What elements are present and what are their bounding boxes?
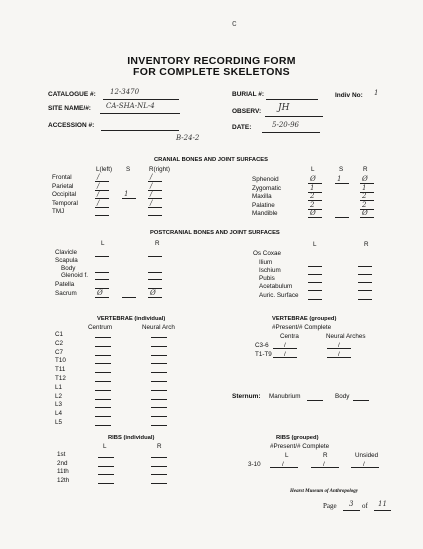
date-value[interactable]: 5-20-96 — [272, 121, 299, 129]
vertebrae-grouped-arches-slash: / — [338, 350, 340, 358]
cranial-left-row-l-line — [95, 215, 109, 216]
cranial-right-row-s-line — [335, 217, 349, 218]
postcranial-left-row-l-line — [95, 297, 109, 298]
indiv-label: Indiv No: — [335, 92, 363, 99]
ribs-individual-title: RIBS (individual) — [108, 435, 155, 441]
sternum-body-label: Body — [335, 393, 350, 400]
postcranial-right-row-l-line — [308, 274, 322, 275]
sternum-label: Sternum: — [232, 393, 261, 400]
cranial-left-row-r[interactable]: / — [150, 190, 153, 198]
postcranial-left-header-r: R — [155, 240, 160, 247]
vertebra-row-label: T10 — [55, 357, 66, 365]
vertebra-row-label: T12 — [55, 375, 66, 382]
rib-r-line — [151, 483, 167, 484]
rib-row-label: 2nd — [57, 459, 68, 467]
vertebra-centrum-line — [95, 381, 111, 382]
postcranial-right-row-r-line — [358, 299, 372, 300]
cranial-left-header-l: L(left) — [96, 166, 113, 173]
cranial-left-row-r[interactable]: / — [150, 198, 153, 207]
postcranial-left-row-l-line — [95, 272, 109, 273]
ribs-grouped-slash: / — [363, 461, 365, 468]
cranial-right-row-label: Palatine — [252, 201, 275, 209]
vertebra-row-label: C7 — [55, 348, 64, 356]
date-line — [262, 132, 320, 133]
form-title-line2: FOR COMPLETE SKELETONS — [133, 66, 290, 78]
rib-row-label: 12th — [57, 476, 70, 484]
cranial-right-row-label: Mandible — [252, 210, 278, 217]
observ-line — [265, 116, 323, 117]
cranial-right-row-r[interactable]: 2 — [362, 200, 367, 209]
vertebra-centrum-line — [95, 363, 111, 364]
cranial-left-row-s[interactable]: 1 — [124, 190, 129, 198]
burial-line — [266, 99, 318, 100]
ribs-grouped-line — [311, 467, 339, 468]
vertebra-row-label: L1 — [55, 383, 63, 391]
cranial-left-row-l[interactable]: / — [97, 198, 100, 207]
burial-label: BURIAL #: — [232, 91, 265, 98]
cranial-left-row-r[interactable]: / — [150, 173, 153, 181]
vertebra-centrum-line — [95, 355, 111, 356]
cranial-left-row-r-line — [148, 215, 162, 216]
vertebra-neural-arch-line — [151, 425, 167, 426]
form-title-line1: INVENTORY RECORDING FORM — [127, 55, 296, 67]
vertebra-row-label: L5 — [55, 419, 63, 426]
postcranial-right-row-label: Ilium — [259, 259, 273, 266]
rib-l-line — [98, 483, 114, 484]
postcranial-left-header-l: L — [101, 240, 105, 247]
ribs-grouped-subtitle: #Present/# Complete — [270, 443, 330, 450]
vertebra-row-label: C2 — [55, 339, 64, 347]
vertebra-neural-arch-line — [151, 337, 167, 338]
cranial-section-title: CRANIAL BONES AND JOINT SURFACES — [154, 157, 269, 163]
cranial-right-row-l[interactable]: 1 — [310, 183, 315, 192]
postcranial-right-row-label: Acetabulum — [259, 283, 293, 290]
cranial-left-row-label: Frontal — [52, 174, 72, 181]
postcranial-left-row-label: Sacrum — [55, 290, 77, 297]
ribs-grouped-header-unsided: Unsided — [355, 452, 379, 459]
rib-r-line — [151, 457, 167, 458]
vertebrae-grouped-row-label: T1-T9 — [255, 350, 272, 358]
postcranial-right-row-label: Os Coxae — [253, 250, 281, 257]
vertebrae-grouped-title: VERTEBRAE (grouped) — [272, 316, 337, 322]
date-label: DATE: — [232, 124, 252, 131]
vertebra-centrum-line — [95, 407, 111, 408]
vertebra-neural-arch-line — [151, 381, 167, 382]
postcranial-left-row-r-line — [148, 272, 162, 273]
vertebra-row-label: L3 — [55, 401, 63, 409]
of-label: of — [362, 502, 368, 510]
vertebra-row-label: L4 — [55, 410, 63, 418]
ribs-individual-header-l: L — [103, 443, 107, 450]
postcranial-left-row-label: Patella — [55, 281, 75, 288]
observ-label: OBSERV: — [232, 108, 262, 115]
postcranial-right-header-l: L — [313, 241, 317, 248]
rib-row-label: 1st — [57, 451, 66, 458]
ribs-individual-header-r: R — [157, 443, 162, 450]
vertebra-centrum-line — [95, 416, 111, 417]
postcranial-right-row-l-line — [308, 282, 322, 283]
ribs-grouped-line — [351, 467, 379, 468]
cranial-right-row-l[interactable]: Ø — [310, 209, 316, 217]
vertebra-neural-arch-line — [151, 407, 167, 408]
postcranial-left-row-l-line — [95, 256, 109, 257]
catalogue-label: CATALOGUE #: — [48, 91, 96, 98]
postcranial-left-row-label: Scapula — [55, 257, 78, 264]
vertebra-centrum-line — [95, 425, 111, 426]
vertebra-neural-arch-line — [151, 416, 167, 417]
postcranial-right-row-label: Pubis — [259, 275, 275, 282]
vertebra-row-label: C1 — [55, 331, 64, 338]
vertebra-neural-arch-line — [151, 390, 167, 391]
cranial-right-row-r-line — [360, 217, 374, 218]
sternum-manubrium-line — [307, 400, 323, 401]
accession-label: ACCESSION #: — [48, 122, 95, 129]
vertebra-centrum-line — [95, 337, 111, 338]
cranial-right-row-l[interactable]: Ø — [310, 175, 316, 183]
cranial-left-row-label: Occipital — [52, 191, 77, 198]
vertebra-centrum-line — [95, 390, 111, 391]
museum-name: Hearst Museum of Anthropology — [290, 489, 359, 494]
vertebrae-grouped-row-label: C3-6 — [255, 342, 269, 349]
postcranial-right-row-l-line — [308, 290, 322, 291]
postcranial-right-header-r: R — [364, 241, 369, 248]
rib-r-line — [151, 466, 167, 467]
vertebrae-grouped-arches-slash: / — [338, 342, 340, 349]
rib-l-line — [98, 457, 114, 458]
extra-handwritten-value: B-24-2 — [176, 134, 200, 142]
postcranial-left-row-s-line — [122, 297, 136, 298]
site-line — [100, 113, 180, 114]
vertebrae-individual-col-centrum: Centrum — [88, 324, 113, 331]
cranial-left-row-s-line — [122, 198, 136, 199]
corner-mark: c — [232, 18, 237, 28]
cranial-right-row-s[interactable]: 1 — [337, 175, 342, 183]
rib-l-line — [98, 474, 114, 475]
ribs-grouped-slash: / — [282, 461, 284, 468]
postcranial-right-row-l-line — [308, 266, 322, 267]
cranial-left-row-r[interactable]: / — [150, 181, 153, 190]
vertebra-neural-arch-line — [151, 372, 167, 373]
cranial-left-row-r-line — [148, 207, 162, 208]
cranial-left-header-r: R(right) — [149, 166, 170, 173]
vertebrae-individual-title: VERTEBRAE (individual) — [97, 316, 166, 322]
postcranial-right-row-l-line — [308, 299, 322, 300]
vertebrae-grouped-col-neural-arches: Neural Arches — [326, 333, 366, 340]
ribs-grouped-slash: / — [323, 461, 325, 468]
vertebra-centrum-line — [95, 399, 111, 400]
page-label: Page — [323, 502, 337, 510]
vertebrae-individual-col-neural-arch: Neural Arch — [142, 324, 175, 331]
catalogue-value[interactable]: 12-3470 — [110, 88, 140, 96]
postcranial-left-row-r[interactable]: Ø — [150, 289, 156, 297]
sternum-manubrium-label: Manubrium — [269, 393, 301, 400]
cranial-right-row-label: Maxilla — [252, 193, 272, 200]
postcranial-left-row-r-line — [148, 256, 162, 257]
vertebra-centrum-line — [95, 346, 111, 347]
sternum-body-line — [353, 400, 369, 401]
postcranial-right-row-label: Auric. Surface — [259, 292, 299, 299]
vertebra-neural-arch-line — [151, 355, 167, 356]
page-value[interactable]: 3 — [349, 500, 354, 508]
vertebra-row-label: T11 — [55, 366, 66, 374]
postcranial-section-title: POSTCRANIAL BONES AND JOINT SURFACES — [150, 230, 280, 236]
postcranial-right-row-label: Ischium — [259, 267, 281, 274]
vertebrae-grouped-subtitle: #Present/# Complete — [272, 324, 332, 331]
cranial-right-row-r[interactable]: Ø — [362, 175, 368, 183]
cranial-left-header-s: S — [126, 166, 131, 173]
cranial-left-row-label: Temporal — [52, 199, 78, 207]
indiv-value[interactable]: 1 — [374, 89, 379, 97]
vertebra-neural-arch-line — [151, 363, 167, 364]
site-value[interactable]: CA-SHA-NL-4 — [106, 102, 155, 110]
postcranial-left-row-l-line — [95, 279, 109, 280]
cranial-left-row-l[interactable]: / — [97, 173, 100, 181]
accession-line — [101, 130, 179, 131]
rib-l-line — [98, 466, 114, 467]
ribs-grouped-title: RIBS (grouped) — [276, 435, 319, 441]
vertebra-neural-arch-line — [151, 399, 167, 400]
postcranial-left-row-label: Glenoid f. — [61, 272, 88, 279]
postcranial-left-row-l[interactable]: Ø — [97, 289, 103, 297]
postcranial-right-row-r-line — [358, 266, 372, 267]
cranial-right-row-s-line — [335, 183, 349, 184]
postcranial-left-row-r-line — [148, 279, 162, 280]
page-line — [343, 510, 360, 511]
postcranial-left-row-r-line — [148, 297, 162, 298]
cranial-left-row-l[interactable]: / — [97, 181, 100, 190]
rib-row-label: 11th — [57, 468, 69, 475]
catalogue-line — [103, 99, 179, 100]
cranial-right-header-r: R — [363, 166, 368, 173]
ribs-grouped-row-label: 3-10 — [248, 461, 261, 468]
cranial-left-row-label: Parietal — [52, 182, 74, 190]
postcranial-right-row-r-line — [358, 290, 372, 291]
cranial-right-row-l[interactable]: 2 — [310, 200, 315, 209]
cranial-right-row-l[interactable]: 2 — [310, 192, 315, 200]
vertebra-neural-arch-line — [151, 346, 167, 347]
cranial-left-row-l[interactable]: / — [97, 190, 100, 198]
observ-value[interactable]: JH — [278, 103, 290, 113]
vertebra-centrum-line — [95, 372, 111, 373]
cranial-left-row-label: TMJ — [52, 208, 65, 215]
cranial-right-row-r[interactable]: 2 — [362, 192, 367, 200]
cranial-left-row-l-line — [95, 207, 109, 208]
cranial-right-header-l: L — [311, 166, 315, 173]
postcranial-right-row-r-line — [358, 282, 372, 283]
total-line — [374, 510, 391, 511]
postcranial-left-row-label: Body — [61, 265, 76, 272]
cranial-right-row-r[interactable]: 1 — [362, 183, 367, 192]
cranial-right-row-r[interactable]: Ø — [362, 209, 368, 217]
cranial-right-header-s: S — [339, 166, 344, 173]
cranial-right-row-l-line — [308, 217, 322, 218]
vertebrae-grouped-col-centra: Centra — [280, 333, 299, 340]
ribs-grouped-header-r: R — [323, 452, 328, 459]
postcranial-left-row-label: Clavicle — [55, 249, 78, 256]
rib-r-line — [151, 474, 167, 475]
postcranial-right-row-r-line — [358, 274, 372, 275]
vertebra-row-label: L2 — [55, 392, 63, 400]
cranial-right-row-label: Sphenoid — [252, 176, 279, 183]
ribs-grouped-line — [270, 467, 298, 468]
vertebrae-grouped-centra-slash: / — [284, 350, 286, 358]
vertebrae-grouped-centra-slash: / — [284, 342, 286, 349]
ribs-grouped-header-l: L — [285, 452, 289, 459]
site-label: SITE NAME/#: — [48, 105, 91, 112]
cranial-right-row-label: Zygomatic — [252, 184, 282, 192]
total-value[interactable]: 11 — [378, 500, 387, 508]
